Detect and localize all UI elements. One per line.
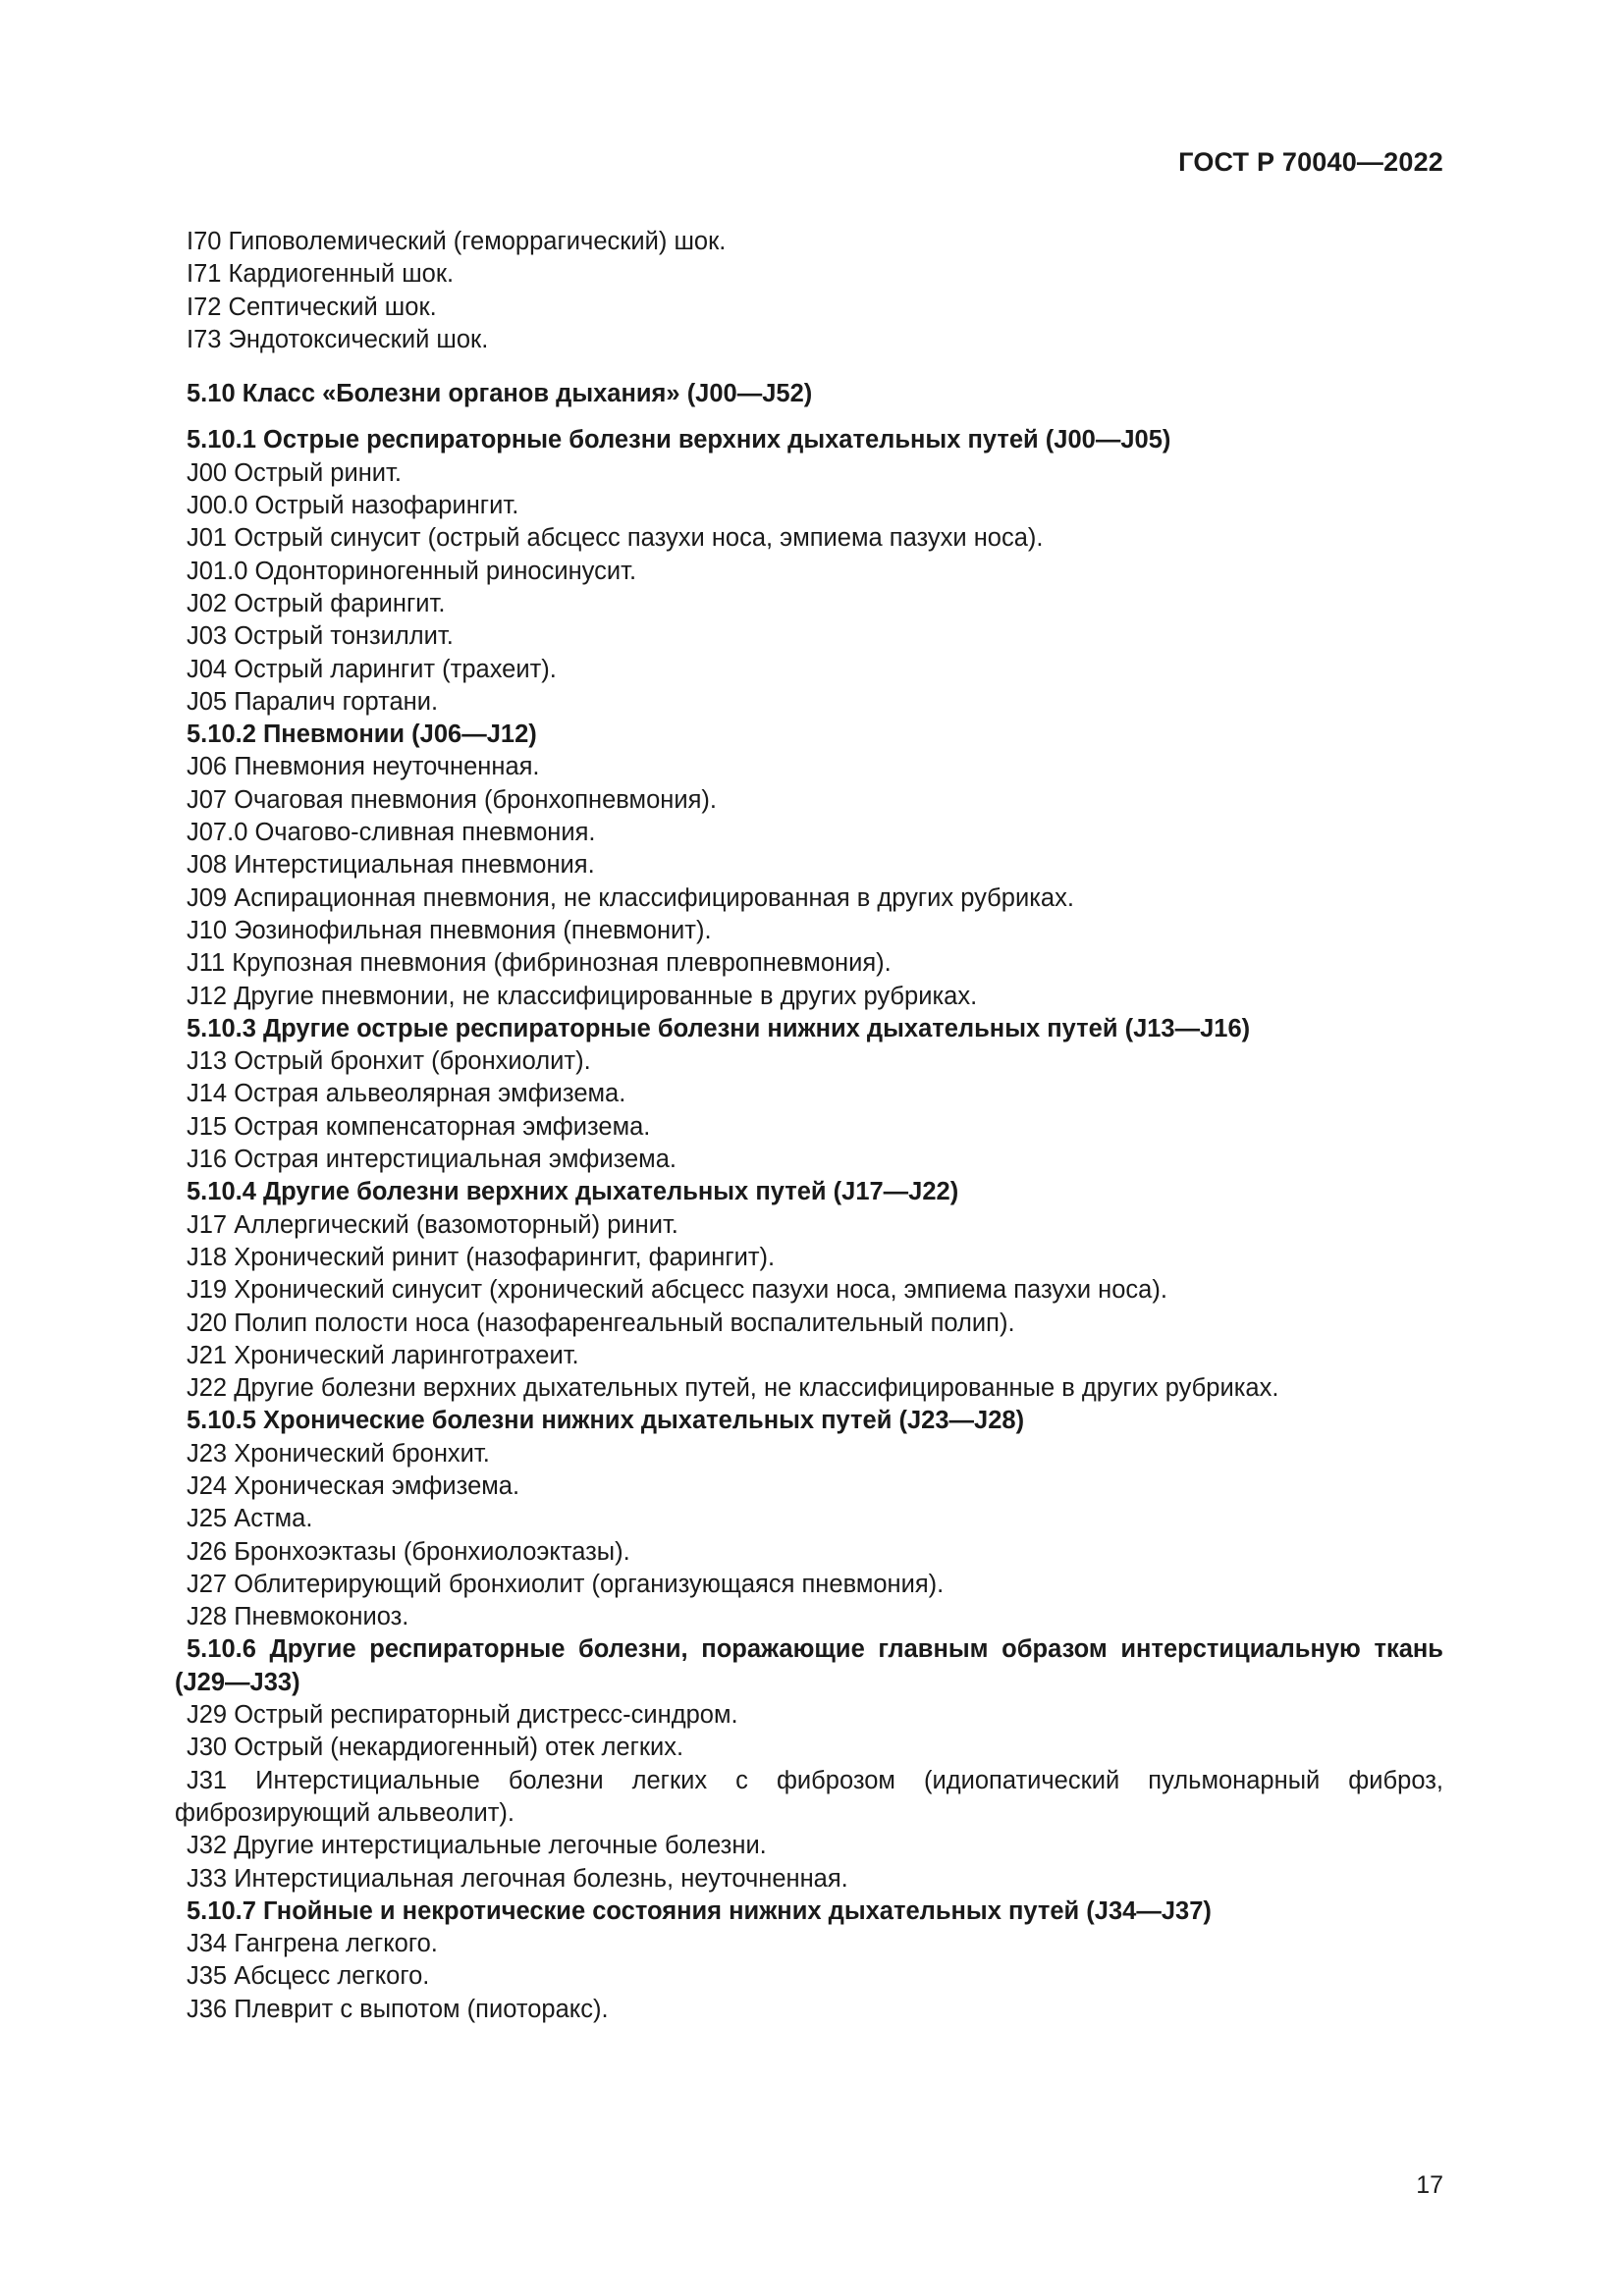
code-entry: J08 Интерстициальная пневмония. [187, 851, 595, 880]
section-heading: 5.10.4 Другие болезни верхних дыхательных путей (J17—J22) [187, 1178, 959, 1206]
code-entry: J18 Хронический ринит (назофарингит, фарингит). [187, 1243, 776, 1271]
code-entry: J04 Острый ларингит (трахеит). [187, 655, 557, 683]
code-entry: J01.0 Одонториногенный риносинусит. [187, 557, 637, 585]
code-entry: J25 Астма. [187, 1505, 313, 1533]
code-entry: I72 Септический шок. [187, 293, 437, 321]
code-entry: J00 Острый ринит. [187, 458, 402, 487]
code-entry: J11 Крупозная пневмония (фибринозная плевропневмония). [187, 949, 892, 978]
code-entry: J01 Острый синусит (острый абсцесс пазухи носа, эмпиема пазухи носа). [187, 524, 1044, 553]
code-entry: J00.0 Острый назофарингит. [187, 492, 519, 520]
page-header: ГОСТ Р 70040—2022 [1178, 147, 1443, 177]
code-entry: J15 Острая компенсаторная эмфизема. [187, 1112, 651, 1141]
code-entry: I70 Гиповолемический (геморрагический) шок. [187, 228, 727, 255]
code-entry: J02 Острый фарингит. [187, 589, 446, 617]
code-entry: J03 Острый тонзиллит. [187, 622, 454, 651]
code-entry: J20 Полип полости носа (назофаренгеальный воспалительный полип). [187, 1308, 1015, 1337]
code-entry: J19 Хронический синусит (хронический абсцесс пазухи носа, эмпиема пазухи носа). [187, 1276, 1167, 1305]
code-entry: J09 Аспирационная пневмония, не классифицированная в других рубриках. [187, 883, 1074, 912]
code-entry: J26 Бронхоэктазы (бронхиолоэктазы). [187, 1537, 630, 1566]
code-entry: J07 Очаговая пневмония (бронхопневмония). [187, 785, 717, 814]
code-entry: J29 Острый респираторный дистресс-синдром. [187, 1701, 738, 1730]
section-heading: 5.10.5 Хронические болезни нижних дыхательных путей (J23—J28) [187, 1407, 1025, 1435]
code-entry: J13 Острый бронхит (бронхиолит). [187, 1047, 591, 1076]
section-heading: 5.10.1 Острые респираторные болезни верхних дыхательных путей (J00—J05) [187, 426, 1171, 454]
code-entry: J30 Острый (некардиогенный) отек легких. [187, 1734, 684, 1762]
code-entry: J07.0 Очагово-сливная пневмония. [187, 819, 596, 847]
code-entry: J24 Хроническая эмфизема. [187, 1471, 520, 1500]
class-heading: 5.10 Класс «Болезни органов дыхания» (J00—J52) [187, 380, 813, 408]
section-heading: 5.10.6 Другие респираторные болезни, поражающие главным образом интерстициальную ткань (J29—J33) [175, 1635, 1443, 1696]
code-entry: J33 Интерстициальная легочная болезнь, неуточненная. [187, 1864, 848, 1893]
code-entry: J31 Интерстициальные болезни легких с фиброзом (идиопатический пульмонарный фиброз, фиброзирующий альвеолит). [175, 1766, 1443, 1827]
code-entry: J21 Хронический ларинготрахеит. [187, 1341, 579, 1369]
code-entry: J22 Другие болезни верхних дыхательных путей, не классифицированные в других рубриках. [187, 1374, 1279, 1403]
code-entry: J27 Облитерирующий бронхиолит (организующаяся пневмония). [187, 1570, 945, 1598]
code-entry: J06 Пневмония неуточненная. [187, 753, 540, 781]
code-entry: I71 Кардиогенный шок. [187, 260, 455, 289]
page-number: 17 [1416, 2171, 1443, 2199]
code-entry: J23 Хронический бронхит. [187, 1439, 490, 1468]
code-entry: J28 Пневмокониоз. [187, 1603, 409, 1631]
code-entry: J10 Эозинофильная пневмония (пневмонит). [187, 916, 712, 944]
document-body [175, 226, 1443, 2026]
code-entry: J32 Другие интерстициальные легочные болезни. [187, 1832, 767, 1860]
code-entry: J05 Паралич гортани. [187, 687, 439, 716]
section-heading: 5.10.3 Другие острые респираторные болезни нижних дыхательных путей (J13—J16) [187, 1014, 1251, 1042]
code-entry: J34 Гангрена легкого. [187, 1930, 438, 1958]
code-entry: J36 Плеврит с выпотом (пиоторакс). [187, 1995, 609, 2023]
section-heading: 5.10.2 Пневмонии (J06—J12) [187, 721, 537, 749]
section-heading: 5.10.7 Гнойные и некротические состояния нижних дыхательных путей (J34—J37) [187, 1896, 1212, 1925]
code-entry: J14 Острая альвеолярная эмфизема. [187, 1080, 626, 1108]
code-entry: I73 Эндотоксический шок. [187, 325, 489, 353]
code-entry: J35 Абсцесс легкого. [187, 1962, 430, 1991]
code-entry: J16 Острая интерстициальная эмфизема. [187, 1146, 677, 1174]
code-entry: J12 Другие пневмонии, не классифицированные в других рубриках. [187, 982, 978, 1010]
code-entry: J17 Аллергический (вазомоторный) ринит. [187, 1210, 678, 1239]
